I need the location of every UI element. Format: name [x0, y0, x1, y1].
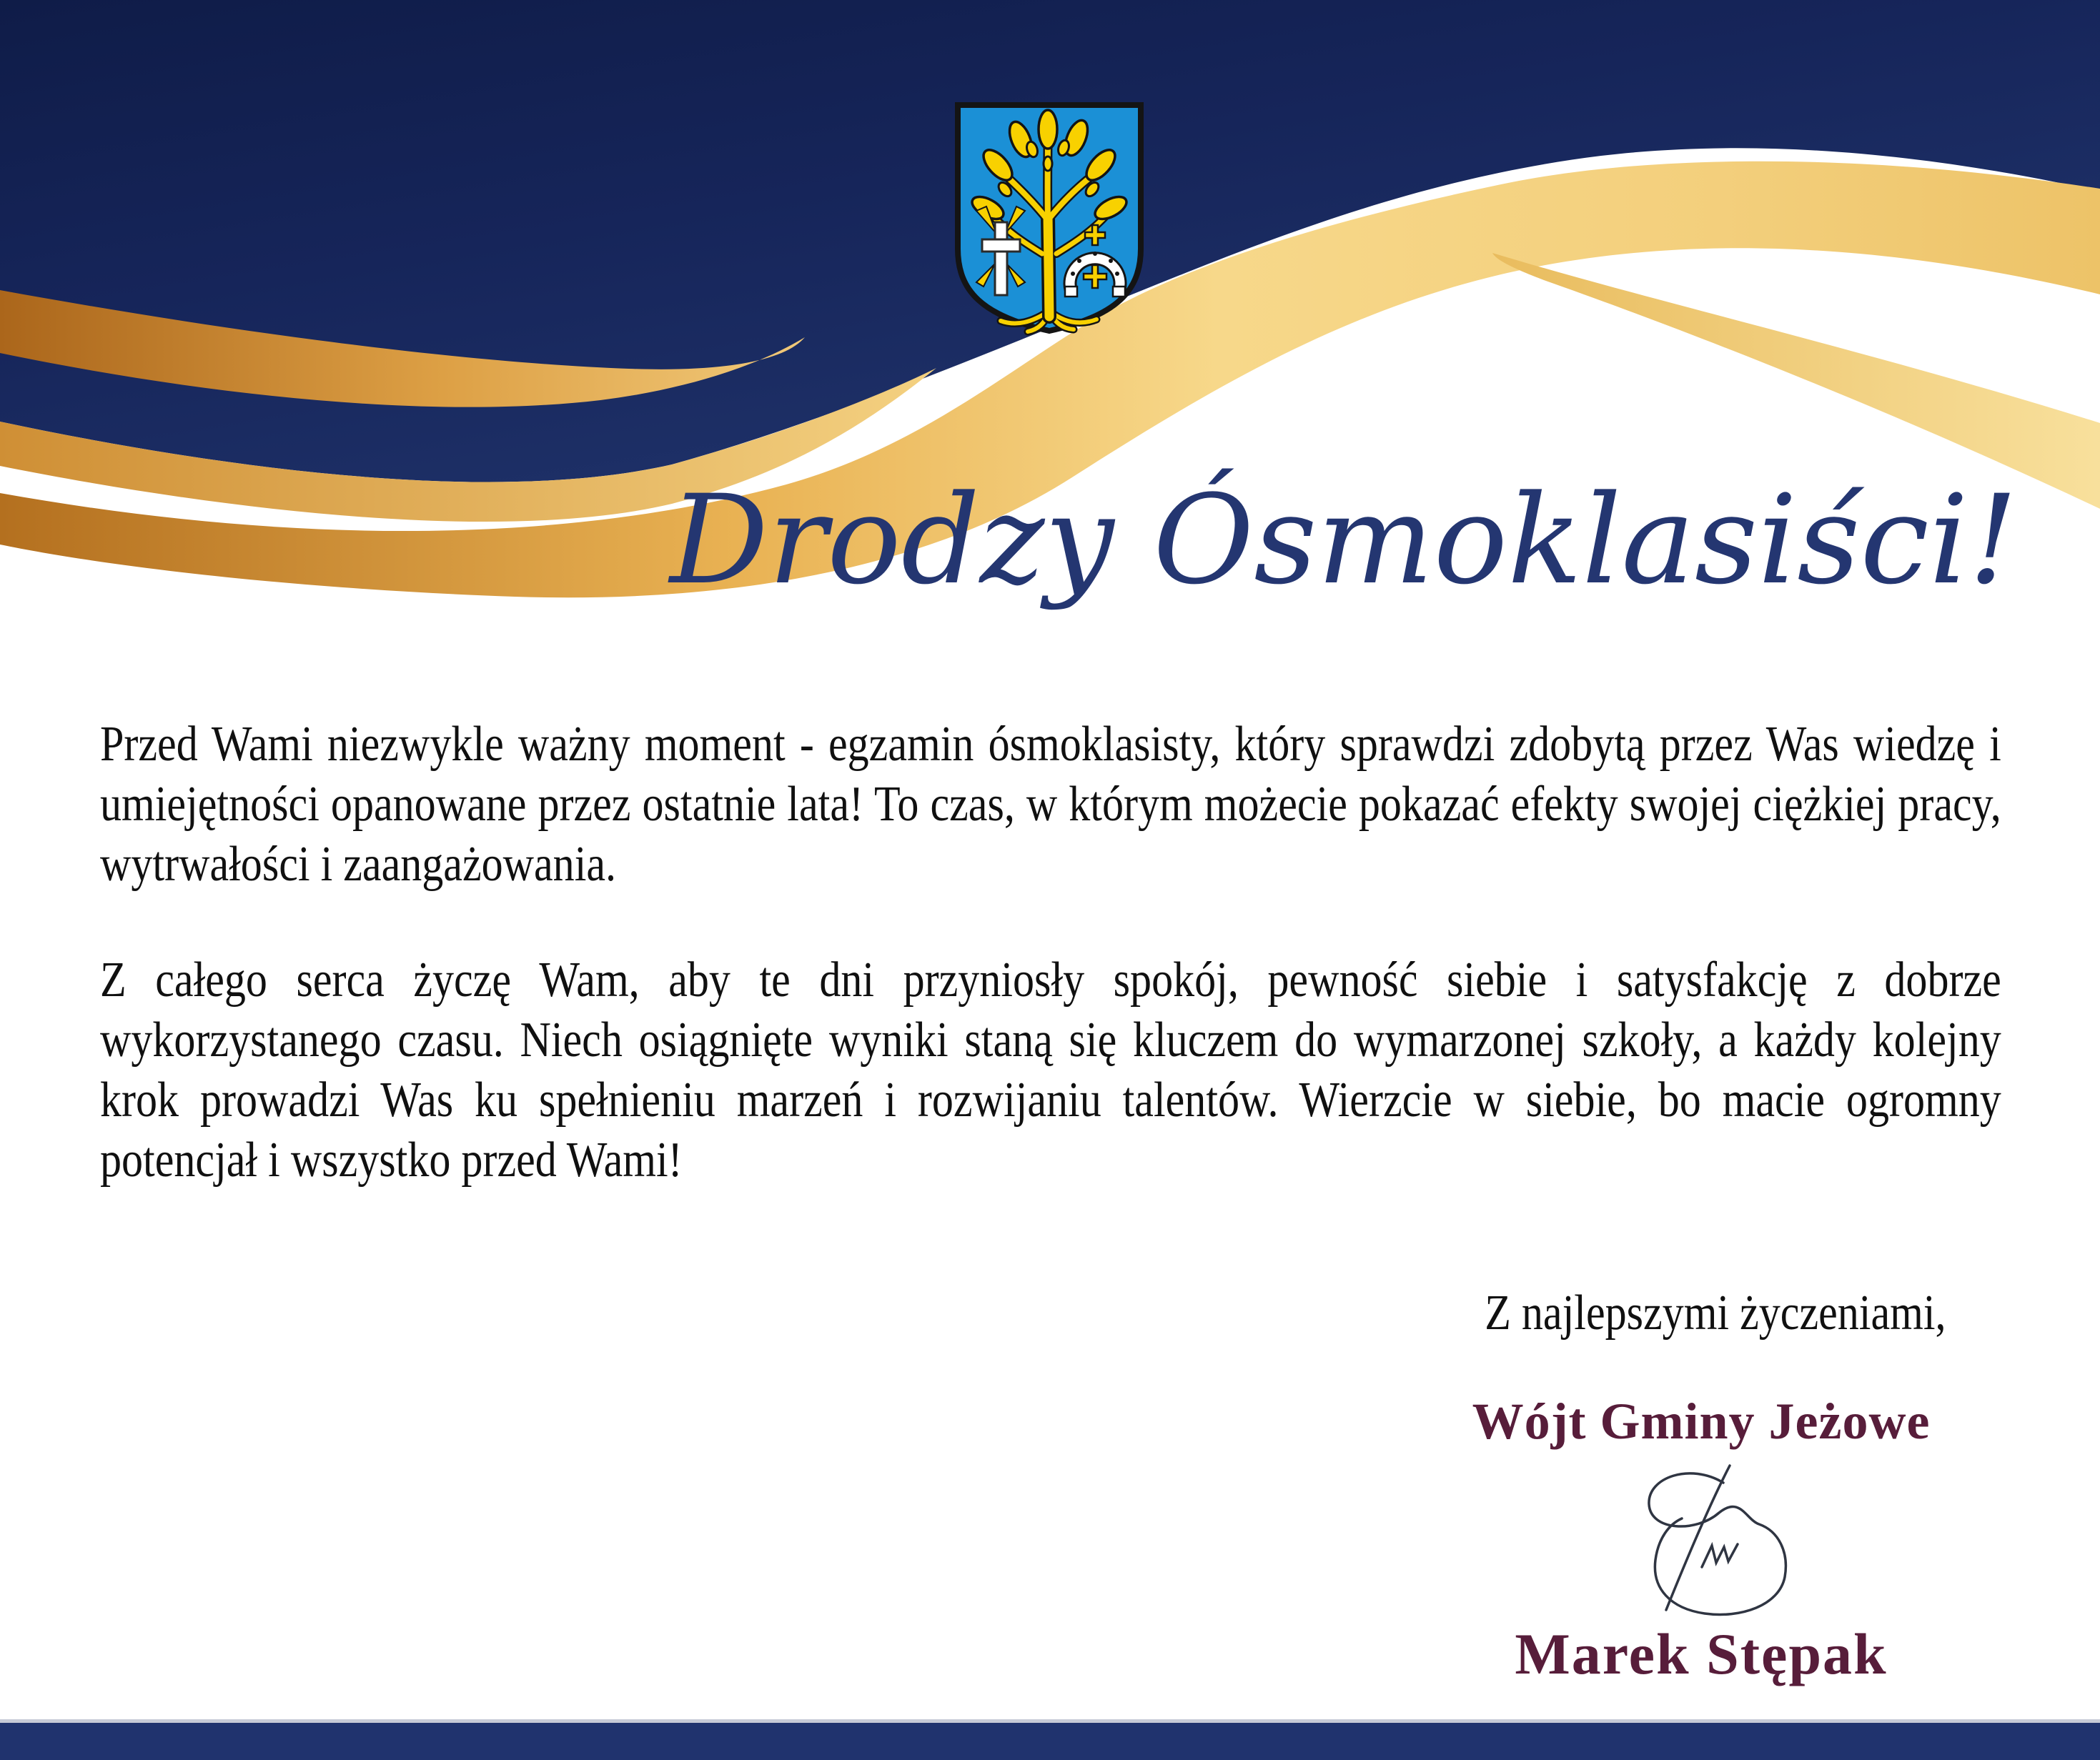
paragraph-1: Przed Wami niezwykle ważny moment - egzamin ósmoklasisty, który sprawdzi zdobytą przez Was wiedzę i umiejętności opanowane przez ostatnie lata! To czas, w którym możecie pokazać efekty swojej ciężkiej pracy, wytrwałości i zaangażowania.: [100, 717, 2001, 892]
letter-title: Drodzy Ósmoklasiści!: [670, 468, 2018, 612]
paragraph-2: Z całego serca życzę Wam, aby te dni przyniosły spokój, pewność siebie i satysfakcję z dobrze wykorzystanego czasu. Niech osiągnięte wyniki staną się kluczem do wymarzonej szkoły, a każdy kolejny krok prowadzi Was ku spełnieniu marzeń i rozwijaniu talentów. Wierzcie w siebie, bo macie ogromny potencjał i wszystko przed Wami!: [100, 953, 2001, 1188]
signatory-role: Wójt Gminy Jeżowe: [1472, 1393, 1931, 1450]
coat-of-arms-icon: [958, 105, 1141, 332]
signatory-name: Marek Stępak: [1515, 1621, 1888, 1686]
signature-block: [1344, 1392, 2059, 1688]
footer-bar: [0, 1719, 2100, 1760]
letter-body: [100, 715, 2001, 1343]
closing-line: Z najlepszymi życzeniami,: [1485, 1286, 1946, 1341]
signature-handwriting-icon: [1583, 1458, 1819, 1619]
